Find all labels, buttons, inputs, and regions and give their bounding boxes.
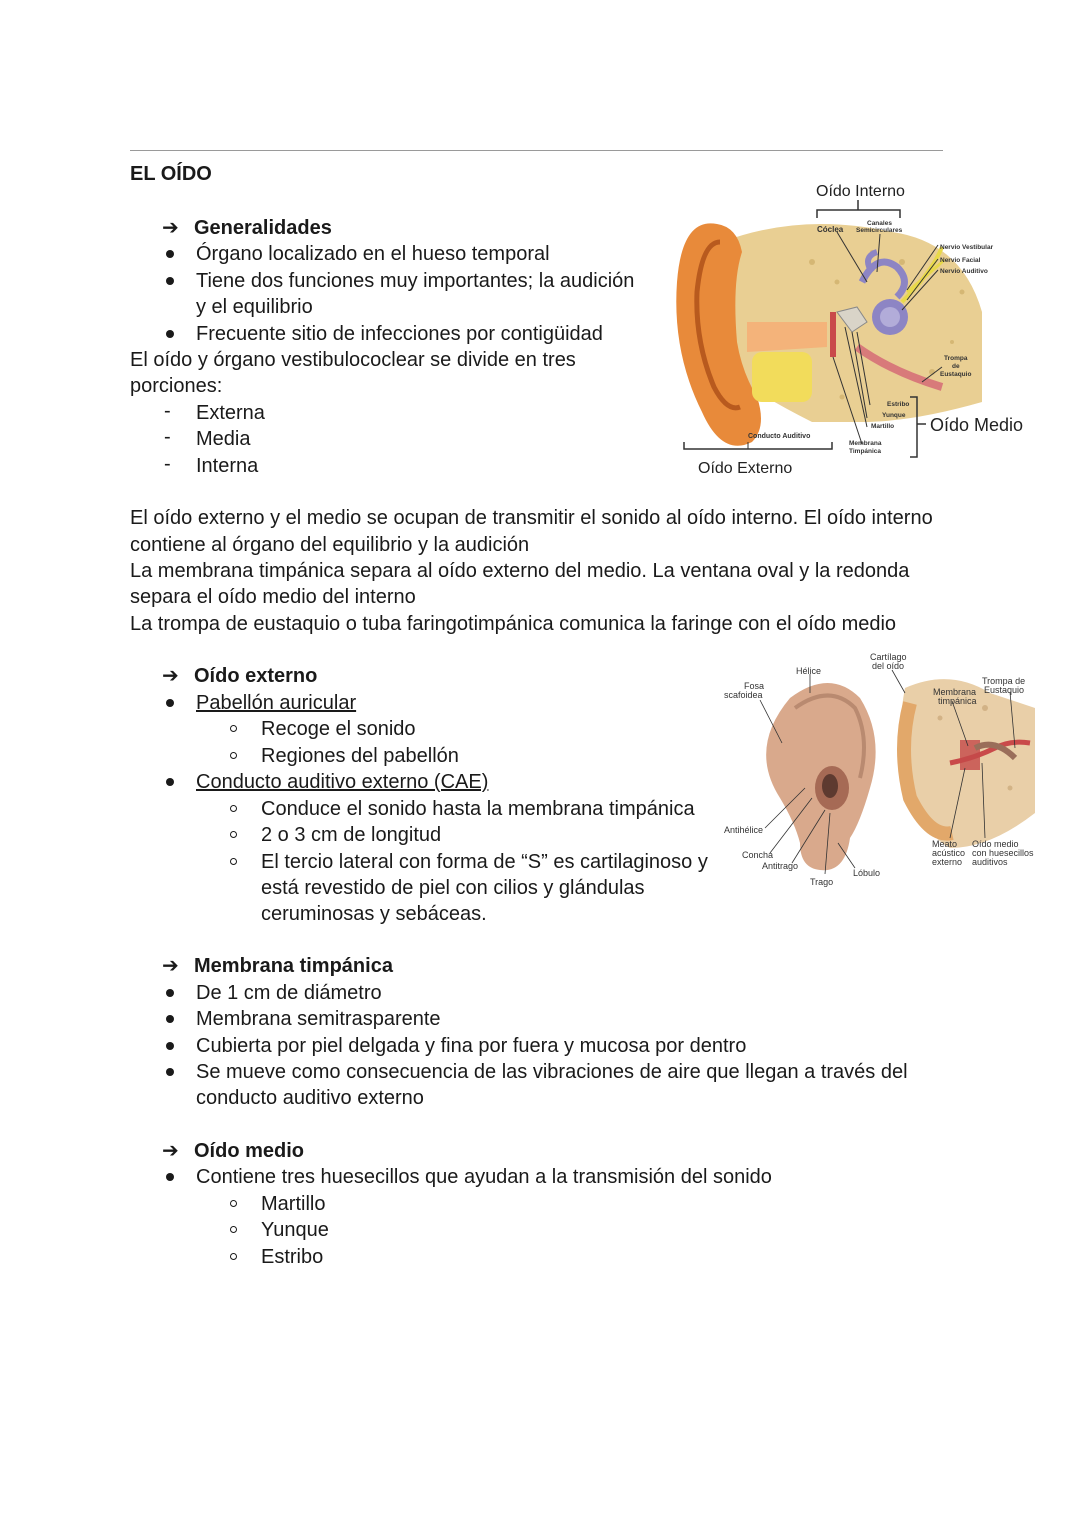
paragraph-line: La membrana timpánica separa al oído externo del medio. La ventana oval y la redonda [130, 560, 910, 582]
dash-icon: - [164, 426, 171, 448]
list-item: Se mueve como consecuencia de las vibraciones de aire que llegan a través del [196, 1061, 908, 1083]
heading-membrana: ➔ Membrana timpánica [0, 953, 393, 980]
list-item: Interna [196, 455, 259, 477]
list-item: Externa [196, 402, 265, 424]
label-escafoidea: scafoidea [724, 690, 763, 700]
list-item: Media [196, 428, 251, 450]
list-item: Tiene dos funciones muy importantes; la audición [196, 270, 635, 292]
bullet-icon [166, 778, 174, 786]
label-acustico: acústico [932, 848, 966, 858]
label-helice: Hélice [796, 666, 822, 676]
list-item: De 1 cm de diámetro [196, 982, 382, 1004]
label-membrana: Membrana [933, 687, 977, 697]
circle-bullet-icon [230, 1226, 237, 1233]
list-item: Conduce el sonido hasta la membrana timpánica [261, 798, 695, 820]
label-timpanica: Timpánica [849, 448, 882, 455]
label-eustaquio: Eustaquio [984, 685, 1025, 695]
list-item-cont: ceruminosas y sebáceas. [261, 903, 487, 925]
label-trompa: Trompa [944, 355, 968, 362]
label-coclea: Cóclea [817, 225, 844, 234]
circle-bullet-icon [230, 831, 237, 838]
paragraph-line: La trompa de eustaquio o tuba faringotimpánica comunica la faringe con el oído medio [130, 613, 897, 635]
list-item: Contiene tres huesecillos que ayudan a la transmisión del sonido [196, 1166, 772, 1188]
circle-bullet-icon [230, 805, 237, 812]
label-oido-externo: Oído Externo [698, 460, 793, 477]
heading-oido-medio: ➔ Oído medio [0, 1138, 304, 1165]
list-item-cont: conducto auditivo externo [196, 1087, 424, 1109]
label-externo: externo [932, 857, 963, 867]
arrow-right-icon: ➔ [162, 1140, 179, 1162]
list-item: Regiones del pabellón [261, 745, 459, 767]
label-eustaquio: Eustaquio [940, 371, 972, 378]
label-nervio-facial: Nervio Facial [940, 257, 981, 264]
label-fosa: Fosa [744, 681, 765, 691]
subheading-cae: Conducto auditivo externo (CAE) [196, 771, 489, 793]
label-oido-medio: Oído medio [972, 839, 1019, 849]
label-martillo: Martillo [871, 423, 895, 430]
ear-anatomy-figure [662, 172, 1040, 486]
paragraph-line: contiene al órgano del equilibrio y la audición [130, 534, 530, 556]
auricle-figure [720, 648, 1040, 893]
label-nervio-auditivo: Nervio Auditivo [940, 268, 988, 275]
label-del-oido: del oído [872, 661, 905, 671]
list-item: Cubierta por piel delgada y fina por fuera y mucosa por dentro [196, 1035, 747, 1057]
arrow-right-icon: ➔ [162, 217, 179, 239]
bullet-icon [166, 699, 174, 707]
arrow-right-icon: ➔ [162, 955, 179, 977]
label-trompa-de: Trompa de [982, 676, 1026, 686]
dash-icon: - [164, 400, 171, 422]
label-yunque: Yunque [882, 412, 906, 419]
bullet-icon [166, 1173, 174, 1181]
label-cartilago: Cartílago [870, 652, 907, 662]
top-rule [130, 150, 943, 151]
dash-icon: - [164, 453, 171, 475]
label-antitrago: Antitrago [762, 861, 799, 871]
circle-bullet-icon [230, 858, 237, 865]
list-item: El tercio lateral con forma de “S” es cartilaginoso y [261, 851, 708, 873]
paragraph-line: El oído externo y el medio se ocupan de transmitir el sonido al oído interno. El oído interno [130, 507, 933, 529]
bullet-icon [166, 250, 174, 258]
circle-bullet-icon [230, 752, 237, 759]
label-canales: Canales [867, 220, 892, 227]
heading-oido-externo: ➔ Oído externo [0, 663, 317, 690]
bullet-icon [166, 989, 174, 997]
circle-bullet-icon [230, 1253, 237, 1260]
list-item: 2 o 3 cm de longitud [261, 824, 442, 846]
label-nervio-vestibular: Nervio Vestibular [940, 244, 994, 251]
label-de: de [952, 363, 960, 370]
label-timpanica: timpánica [938, 696, 977, 706]
heading-generalidades: ➔ Generalidades [0, 215, 332, 242]
label-antihelice: Antihélice [724, 825, 764, 835]
bullet-icon [166, 1068, 174, 1076]
list-item: Yunque [261, 1219, 329, 1241]
label-meato: Meato [932, 839, 958, 849]
bullet-icon [166, 277, 174, 285]
label-semicirculares: Semicirculares [856, 227, 903, 234]
label-trago: Trago [810, 877, 834, 887]
list-item: Estribo [261, 1246, 324, 1268]
paragraph-line: porciones: [130, 375, 223, 397]
label-oido-interno: Oído Interno [816, 183, 905, 200]
label-oido-medio: Oído Medio [930, 415, 1024, 435]
list-item: Martillo [261, 1193, 326, 1215]
list-item: Recoge el sonido [261, 718, 416, 740]
circle-bullet-icon [230, 1200, 237, 1207]
list-item: Frecuente sitio de infecciones por contigüidad [196, 323, 603, 345]
label-con-huesecillos: con huesecillos [972, 848, 1034, 858]
list-item-cont: y el equilibrio [196, 296, 313, 318]
list-item-cont: está revestido de piel con cilios y glándulas [261, 877, 645, 899]
bullet-icon [166, 1015, 174, 1023]
circle-bullet-icon [230, 725, 237, 732]
list-item: Membrana semitrasparente [196, 1008, 441, 1030]
paragraph-line: El oído y órgano vestibulococlear se divide en tres [130, 349, 576, 371]
subheading-pabellon: Pabellón auricular [196, 692, 357, 714]
bullet-icon [166, 330, 174, 338]
list-item: Órgano localizado en el hueso temporal [196, 243, 550, 265]
label-auditivos: auditivos [972, 857, 1008, 867]
label-lobulo: Lóbulo [853, 868, 881, 878]
label-concha: Concha [742, 850, 774, 860]
page-title: EL OÍDO [130, 163, 212, 185]
arrow-right-icon: ➔ [162, 665, 179, 687]
label-estribo: Estribo [887, 401, 910, 408]
label-conducto-auditivo: Conducto Auditivo [748, 433, 811, 440]
paragraph-line: separa el oído medio del interno [130, 586, 416, 608]
label-membrana: Membrana [849, 440, 882, 447]
bullet-icon [166, 1042, 174, 1050]
